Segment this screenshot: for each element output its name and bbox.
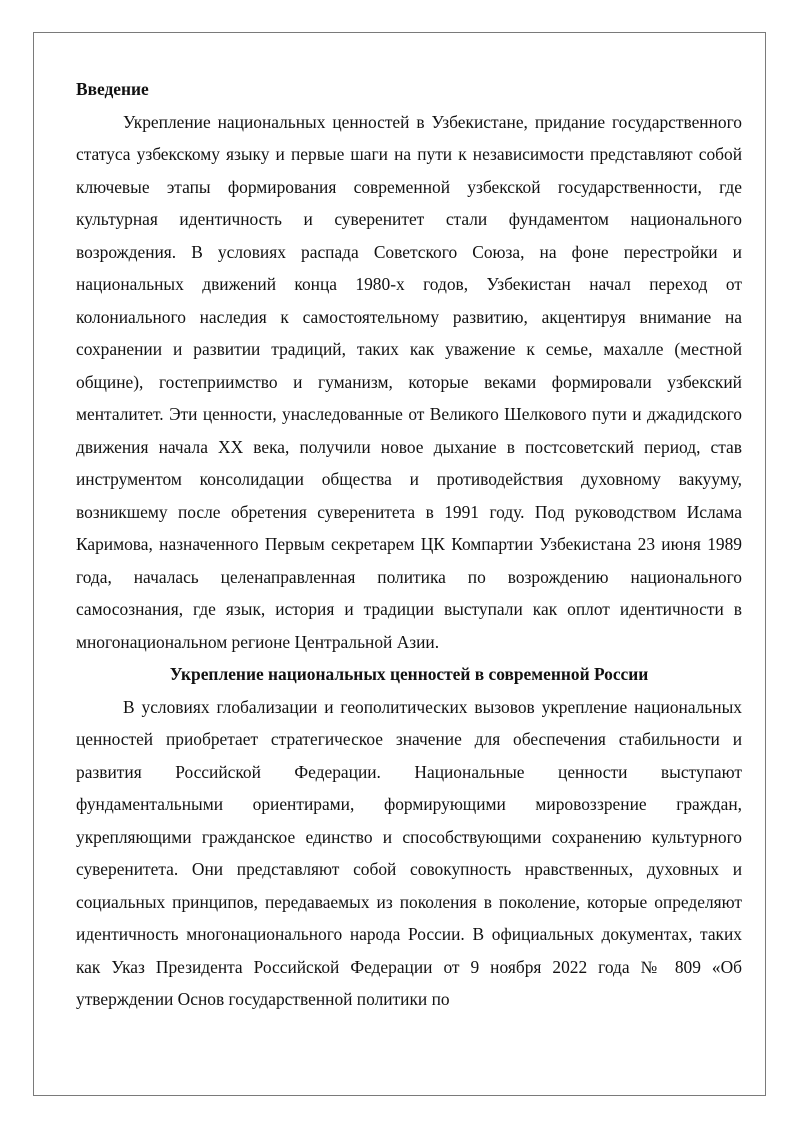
intro-paragraph: Укрепление национальных ценностей в Узбекистане, придание государственного статуса узбекскому языку и первые шаги на пути к независимости представляют собой ключевые этапы формирования современной узбекской государственности, где культурная идентичность и суверенитет стали фундаментом национального возрождения. В условиях распада Советского Союза, на фоне перестройки и национальных движений конца 1980-х годов, Узбекистан начал переход от колониального наследия к самостоятельному развитию, акцентируя внимание на сохранении и развитии традиций, таких как уважение к семье, махалле (местной общине), гостеприимство и гуманизм, которые веками формировали узбекский менталитет. Эти ценности, унаследованные от Великого Шелкового пути и джадидского движения начала XX века, получили новое дыхание в постсоветский период, став инструментом консолидации общества и противодействия духовному вакууму, возникшему после обретения суверенитета в 1991 году. Под руководством Ислама Каримова, назначенного Первым секретарем ЦК Компартии Узбекистана 23 июня 1989 года, началась целенаправленная политика по возрождению национального самосознания, где язык, история и традиции выступали как оплот идентичности в многонациональном регионе Центральной Азии. <box>76 111 742 652</box>
section-paragraph: В условиях глобализации и геополитических вызовов укрепление национальных ценностей приобретает стратегическое значение для обеспечения стабильности и развития Российской Федерации. Национальные ценности выступают фундаментальными ориентирами, формирующими мировоззрение граждан, укрепляющими гражданское единство и способствующими сохранению культурного суверенитета. Они представляют собой совокупность нравственных, духовных и социальных принципов, передаваемых из поколения в поколение, которые определяют идентичность многонационального народа России. В официальных документах, таких как Указ Президента Российской Федерации от 9 ноября 2022 года № 809 «Об утверждении Основ государственной политики по <box>76 696 742 1009</box>
intro-heading: Введение <box>76 79 149 99</box>
document-body <box>76 73 742 1016</box>
section-heading: Укрепление национальных ценностей в современной России <box>169 664 649 684</box>
